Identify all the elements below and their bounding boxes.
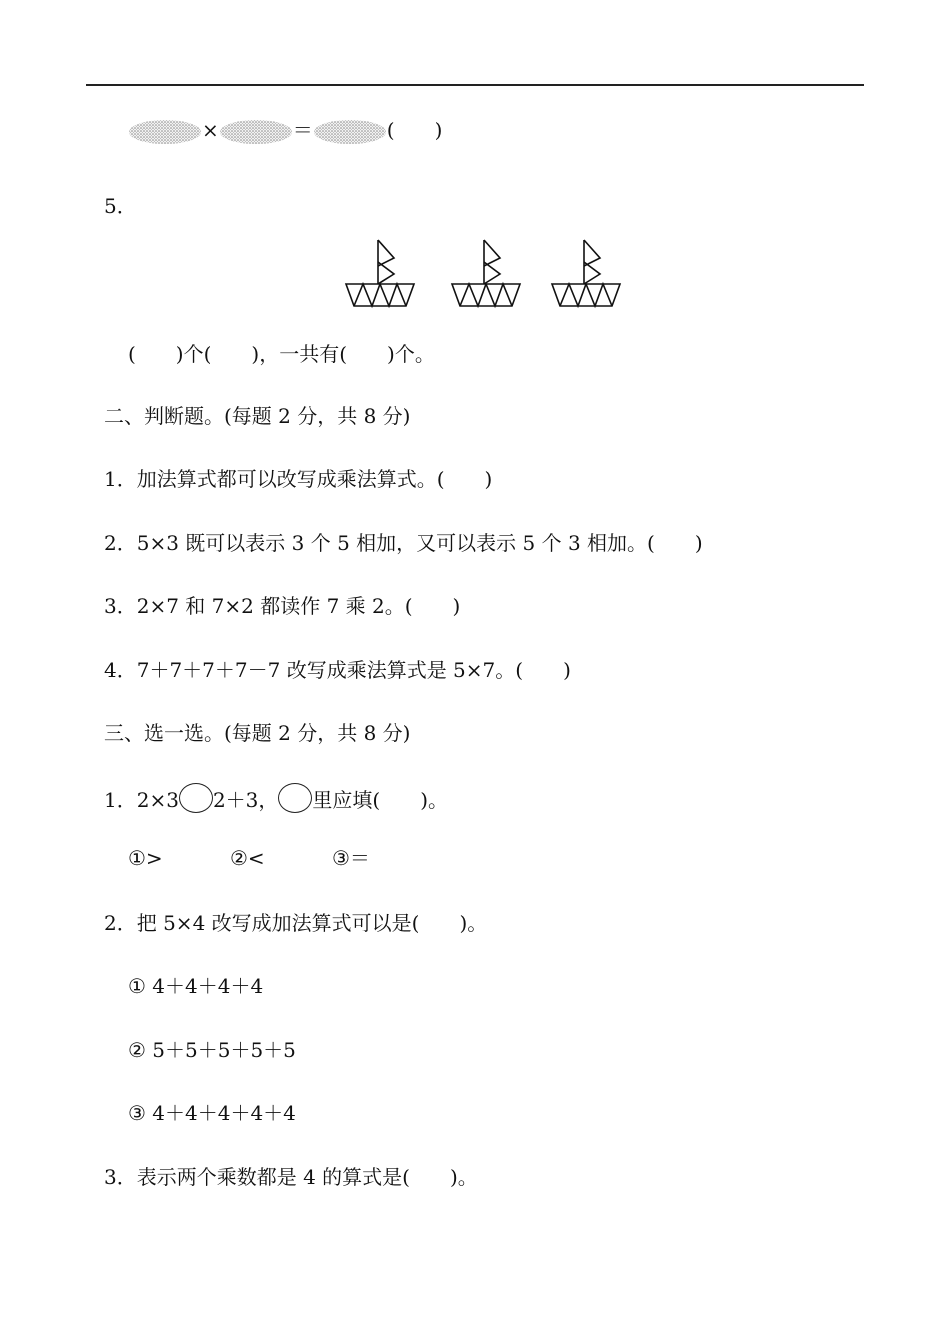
section2-heading: 二、判断题。(每题 2 分，共 8 分) [104,404,411,428]
sailboat-group [340,238,630,310]
option-1: ①> [128,846,163,870]
question-5-answer: ( )个( )，一共有( )个。 [128,342,435,366]
choice-q1 [104,783,448,814]
choice-q1-options [128,844,370,872]
choice-q2-option-1: ① 4＋4＋4＋4 [128,974,264,998]
header-rule [86,84,864,86]
sailboat-icon [452,240,520,306]
circle-blank-1 [179,783,213,813]
blank-ellipse-2 [219,118,293,146]
choice-q1-suffix: 里应填( )。 [312,788,448,812]
judge-item-3: 3．2×7 和 7×2 都读作 7 乘 2。( ) [104,594,461,618]
judge-item-4: 4．7＋7＋7＋7－7 改写成乘法算式是 5×7。( ) [104,658,571,682]
sailboat-icon [346,240,414,306]
choice-q3: 3．表示两个乘数都是 4 的算式是( )。 [104,1165,478,1189]
times-sign: × [202,118,219,142]
choice-q1-prefix: 1．2×3 [104,788,179,812]
answer-paren: ( ) [386,118,443,142]
circle-blank-2 [278,783,312,813]
choice-q2-option-3: ③ 4＋4＋4＋4＋4 [128,1101,296,1125]
equals-sign: ＝ [292,118,313,142]
choice-q2-option-2: ② 5＋5＋5＋5＋5 [128,1038,296,1062]
judge-item-1: 1．加法算式都可以改写成乘法算式。( ) [104,467,493,491]
choice-q2: 2．把 5×4 改写成加法算式可以是( )。 [104,911,488,935]
fill-equation-line [128,116,442,146]
sailboat-icon [552,240,620,306]
choice-q1-middle: 2＋3， [212,788,279,812]
question-5-number: 5． [104,194,137,218]
judge-item-2: 2．5×3 既可以表示 3 个 5 相加，又可以表示 5 个 3 相加。( ) [104,531,703,555]
section3-heading: 三、选一选。(每题 2 分，共 8 分) [104,721,411,745]
blank-ellipse-3 [313,118,387,146]
option-3: ③＝ [332,846,370,870]
blank-ellipse-1 [128,118,202,146]
option-2: ②< [230,846,265,870]
